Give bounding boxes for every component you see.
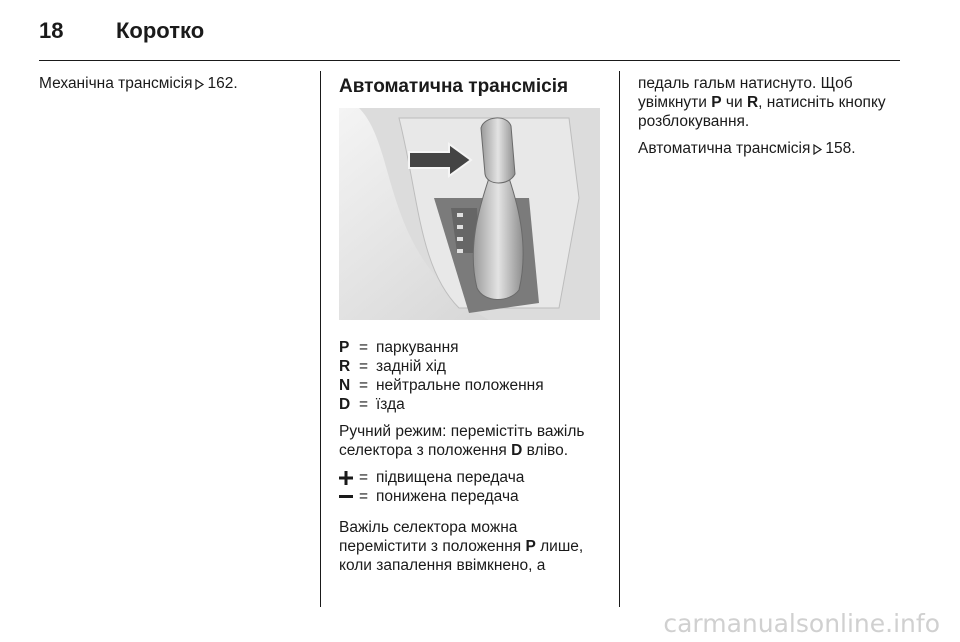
shift-down-row: = понижена передача — [339, 487, 602, 506]
manual-mode-text: Ручний режим: перемістіть важіль селектора з положення D вліво. — [339, 423, 585, 459]
gear-selector-illustration — [339, 108, 600, 320]
column-3 — [638, 74, 900, 158]
shift-up-row: = підвищена передача — [339, 468, 602, 487]
page-ref-number[interactable]: 162. — [207, 75, 238, 92]
page-ref-icon — [195, 78, 205, 88]
page-title: Коротко — [116, 18, 205, 43]
position-n: N = нейтральне положення — [339, 377, 544, 394]
automatic-transmission-ref: Автоматична трансмісія 158. — [638, 140, 856, 157]
header-rule — [39, 60, 900, 61]
section-heading: Автоматична трансмісія — [339, 76, 569, 97]
manual-transmission-ref: Механічна трансмісія 162. — [39, 75, 238, 92]
plus-icon — [339, 468, 359, 487]
column-divider-2 — [619, 71, 620, 607]
minus-icon — [339, 487, 359, 506]
gear-positions-list — [339, 338, 602, 414]
page-number: 18 — [39, 18, 64, 43]
position-p: P = паркування — [339, 339, 459, 356]
page-ref-number[interactable]: 158. — [825, 140, 856, 157]
brake-unlock-text: педаль гальм натиснуто. Щоб увімкнути P чи R, натисніть кнопку розблокування. — [638, 75, 886, 130]
watermark: carmanualsonline.info — [663, 609, 940, 638]
position-r: R = задній хід — [339, 358, 446, 375]
column-1 — [39, 74, 309, 93]
position-d: D = їзда — [339, 396, 405, 413]
column-2 — [339, 74, 602, 575]
column-divider-1 — [320, 71, 321, 607]
page-ref-icon — [813, 143, 823, 153]
lever-note-text: Важіль селектора можна перемістити з положення P лише, коли запалення ввімкнено, а — [339, 519, 584, 574]
